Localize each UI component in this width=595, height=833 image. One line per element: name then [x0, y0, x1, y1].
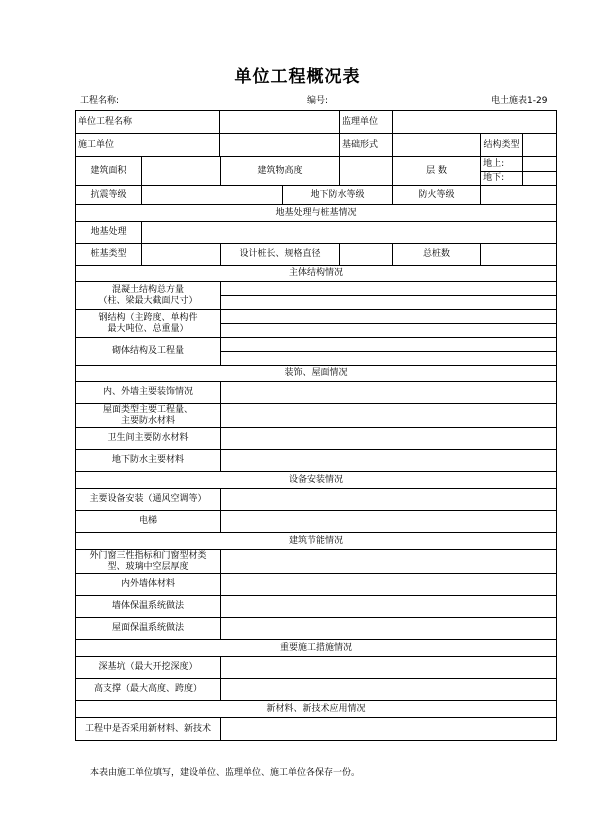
serial-number-label: 编号: [307, 96, 329, 106]
field-masonry-1[interactable] [221, 338, 557, 352]
label-seismic-grade: 抗震等级 [76, 186, 142, 205]
field-wall-decoration[interactable] [221, 382, 557, 404]
field-deep-pit[interactable] [221, 657, 557, 679]
label-building-area: 建筑面积 [76, 157, 142, 186]
label-building-height: 建筑物高度 [221, 157, 340, 186]
project-overview-table [75, 110, 557, 741]
label-roof-type-line1: 屋面类型主要工程量、 [103, 404, 194, 415]
label-above-ground: 地上: [481, 157, 523, 172]
field-wall-material[interactable] [221, 574, 557, 596]
field-roof-insulation[interactable] [221, 618, 557, 640]
page-title: 单位工程概况表 [234, 67, 361, 87]
field-concrete-total-2[interactable] [221, 296, 557, 310]
label-floors: 层 数 [393, 157, 481, 186]
section-decoration: 装饰、屋面情况 [76, 366, 557, 382]
label-fire-grade: 防火等级 [393, 186, 481, 205]
label-roof-insulation: 屋面保温系统做法 [76, 618, 221, 640]
field-structure-type[interactable] [523, 134, 557, 157]
field-fire-grade[interactable] [481, 186, 557, 205]
label-pile-type: 桩基类型 [76, 244, 142, 266]
field-roof-type[interactable] [221, 404, 557, 428]
field-pile-type[interactable] [142, 244, 221, 266]
label-structure-type: 结构类型 [481, 134, 523, 157]
field-masonry-2[interactable] [221, 352, 557, 366]
label-bathroom-waterproof: 卫生间主要防水材料 [76, 428, 221, 450]
label-below-ground: 地下: [481, 172, 523, 186]
label-foundation-treatment: 地基处理 [76, 222, 142, 244]
field-seismic-grade[interactable] [142, 186, 283, 205]
field-window[interactable] [221, 550, 557, 574]
label-roof-type [76, 404, 221, 428]
section-energy: 建筑节能情况 [76, 533, 557, 550]
field-pile-design[interactable] [340, 244, 393, 266]
label-window [76, 550, 221, 574]
form-code: 电土施表1-29 [491, 96, 548, 106]
section-new-tech: 新材料、新技术应用情况 [76, 701, 557, 718]
label-steel-structure [76, 310, 221, 338]
label-construction-unit: 施工单位 [76, 134, 220, 157]
label-wall-decoration: 内、外墙主要装饰情况 [76, 382, 221, 404]
label-steel-structure-line2: 最大吨位、总重量） [107, 323, 189, 334]
field-underground-waterproof-material[interactable] [221, 450, 557, 472]
field-elevator[interactable] [221, 511, 557, 533]
label-roof-type-line2: 主要防水材料 [121, 415, 176, 426]
field-high-support[interactable] [221, 679, 557, 701]
label-wall-material: 内外墙体材料 [76, 574, 221, 596]
project-name-label: 工程名称: [80, 96, 120, 106]
label-steel-structure-line1: 钢结构（主跨度、单构件 [98, 312, 198, 323]
field-total-piles[interactable] [481, 244, 557, 266]
label-concrete-total [76, 282, 221, 310]
label-window-line2: 型、玻璃中空层厚度 [107, 561, 189, 572]
section-main-structure: 主体结构情况 [76, 266, 557, 282]
label-window-line1: 外门窗三性指标和门窗型材类 [89, 550, 207, 561]
field-construction-unit[interactable] [220, 134, 340, 157]
label-concrete-total-line2: （柱、梁最大截面尺寸） [98, 295, 198, 306]
label-wall-insulation: 墙体保温系统做法 [76, 596, 221, 618]
field-steel-structure-2[interactable] [221, 324, 557, 338]
label-masonry: 砌体结构及工程量 [76, 338, 221, 366]
label-underground-waterproof-material: 地下防水主要材料 [76, 450, 221, 472]
label-high-support: 高支撑（最大高度、跨度） [76, 679, 221, 701]
field-concrete-total-1[interactable] [221, 282, 557, 296]
field-supervision-unit[interactable] [393, 111, 557, 134]
label-underground-waterproof-grade: 地下防水等级 [283, 186, 393, 205]
field-foundation-form[interactable] [393, 134, 481, 157]
label-supervision-unit: 监理单位 [340, 111, 393, 134]
label-total-piles: 总桩数 [393, 244, 481, 266]
label-pile-design: 设计桩长、规格直径 [221, 244, 340, 266]
field-bathroom-waterproof[interactable] [221, 428, 557, 450]
field-above-ground[interactable] [523, 157, 557, 172]
field-unit-project-name[interactable] [220, 111, 340, 134]
label-elevator: 电梯 [76, 511, 221, 533]
field-below-ground[interactable] [523, 172, 557, 186]
label-new-tech-question: 工程中是否采用新材料、新技术 [76, 718, 221, 741]
label-unit-project-name: 单位工程名称 [76, 111, 220, 134]
label-main-equipment: 主要设备安装（通风空调等） [76, 489, 221, 511]
field-foundation-treatment[interactable] [142, 222, 557, 244]
label-concrete-total-line1: 混凝土结构总方量 [112, 284, 185, 295]
field-building-height[interactable] [340, 157, 393, 186]
field-building-area[interactable] [142, 157, 221, 186]
section-foundation: 地基处理与桩基情况 [76, 205, 557, 222]
section-measures: 重要施工措施情况 [76, 640, 557, 657]
field-steel-structure-1[interactable] [221, 310, 557, 324]
section-equipment: 设备安装情况 [76, 472, 557, 489]
label-deep-pit: 深基坑（最大开挖深度） [76, 657, 221, 679]
field-new-tech-question[interactable] [221, 718, 557, 741]
label-foundation-form: 基础形式 [340, 134, 393, 157]
field-main-equipment[interactable] [221, 489, 557, 511]
footer-note: 本表由施工单位填写，建设单位、监理单位、施工单位各保存一份。 [90, 768, 361, 778]
field-wall-insulation[interactable] [221, 596, 557, 618]
